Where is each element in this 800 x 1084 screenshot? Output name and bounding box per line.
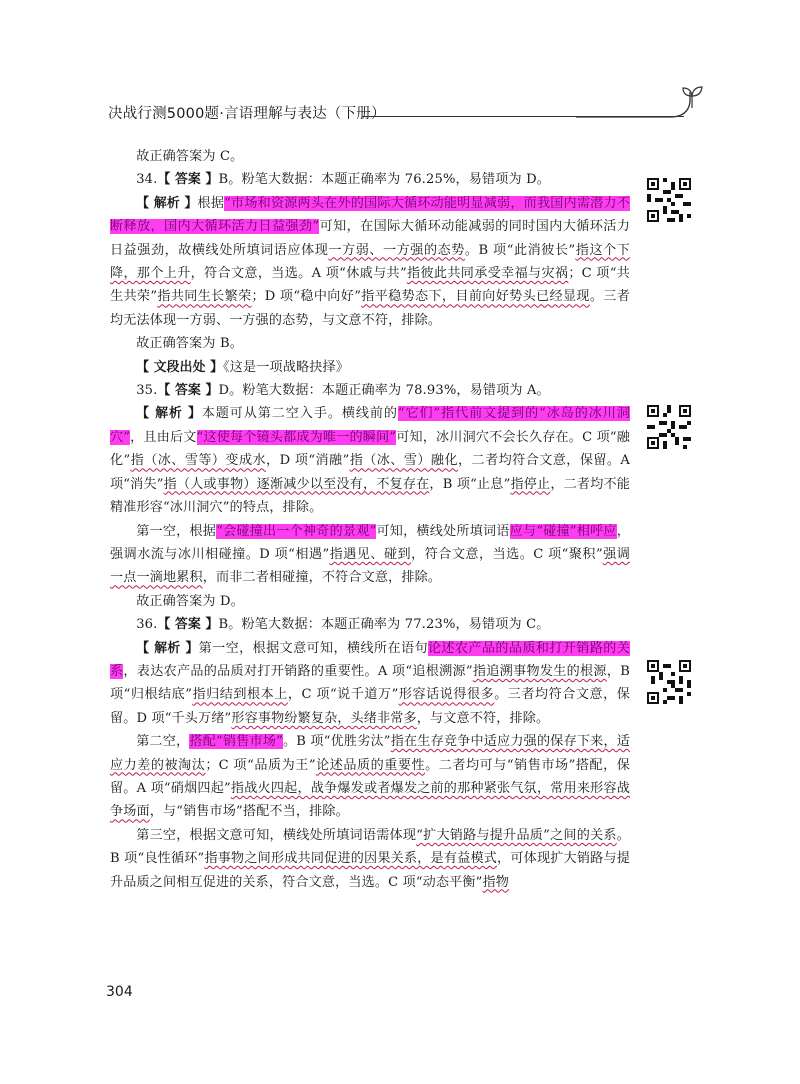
underline-q35-1: 指（冰、雪等）变成水 xyxy=(130,453,267,469)
q34-conclusion: 故正确答案为 B。 xyxy=(136,336,243,352)
q36-paragraph-3 xyxy=(110,824,630,894)
text: 本题可从第二空入手。横线前的 xyxy=(201,406,398,422)
text: ，强调水流与冰川相碰撞。D 项“相遇” xyxy=(110,523,630,562)
text: ，C 项“说千道万” xyxy=(287,687,399,703)
text: ，表达农产品的品质对打开销路的重要性。A 项“追根溯源” xyxy=(123,663,473,679)
highlight-q35-2: “这使每个镜头都成为唯一的瞬间” xyxy=(196,429,397,445)
text: 。三者均符合文意，保留。D 项“千头万绪” xyxy=(110,687,630,726)
q36-answer-text: B。粉笔大数据：本题正确率为 77.23%，易错项为 C。 xyxy=(218,617,550,633)
text: ，而非二者相碰撞，不符合文意，排除。 xyxy=(202,570,442,586)
underline-q34-2: 指这个下降，那个上升 xyxy=(110,242,630,282)
q36-answer-tag: 【 答案 】 xyxy=(157,617,219,633)
text: 。B 项“优胜劣汰” xyxy=(282,734,391,750)
text: ；D 项“稳中向好” xyxy=(251,289,362,305)
underline-q34-5: 指平稳势态下，目前向好势头已经显现 xyxy=(361,289,590,305)
q34-source-line xyxy=(110,356,630,379)
q34-source-tag: 【 文段出处 】 xyxy=(136,359,224,375)
text: ，二者均不能精准形容“冰川洞穴”的特点，排除。 xyxy=(110,476,631,516)
underline-q36-2: 指归结到根本上 xyxy=(192,687,288,703)
q36-answer-line xyxy=(110,613,630,636)
highlight-q35-4: 应与“碰撞”相呼应 xyxy=(509,523,617,539)
q34-answer-line xyxy=(110,168,630,191)
q36-number: 36. xyxy=(136,617,158,633)
q34-source-text: 《这是一项战略抉择》 xyxy=(223,359,349,375)
underline-q35-3: 指（人或事物）逐渐减少以至没有，不复存在 xyxy=(163,476,430,492)
underline-q36-9: 指事物之间形成共同促进的因果关系，是有益模式 xyxy=(204,851,498,867)
text: ，B 项“止息” xyxy=(429,476,511,492)
answer-explanations xyxy=(110,145,630,894)
highlight-q36-1: 论述农产品的品质和打开销路的关系 xyxy=(110,640,630,679)
text: ，可体现扩大销路与提升品质之间相互促进的关系，符合文意，当选。C 项“动态平衡” xyxy=(110,851,630,890)
underline-q35-5: 指遇见、碰到 xyxy=(329,546,412,562)
underline-q34-3: 指彼此共同承受幸福与灾祸 xyxy=(406,266,569,282)
underline-q36-5: 指在生存竞争中适应力强的保存下来，适应力差的被淘汰 xyxy=(110,734,631,773)
text: ，与文意不符，排除。 xyxy=(416,710,550,726)
sprout-icon xyxy=(680,84,710,110)
text: 。B 项“此消彼长” xyxy=(464,242,576,258)
q33-conclusion: 故正确答案为 C。 xyxy=(136,149,244,164)
q36-explanation xyxy=(110,637,630,731)
text: ，D 项“消融” xyxy=(266,453,350,469)
text: 第二空， xyxy=(136,734,190,750)
underline-q35-2: 指（冰、雪）融化 xyxy=(349,453,458,469)
underline-q35-6: 强调一点一滴地累积 xyxy=(110,546,630,586)
text: 。B 项“良性循环” xyxy=(110,827,630,867)
text: 。三者均无法体现一方弱、一方强的态势，与文意不符，排除。 xyxy=(110,289,630,328)
qr-code-icon-q34[interactable] xyxy=(647,178,691,222)
page-number: 304 xyxy=(106,984,133,1000)
q35-answer-line xyxy=(110,379,630,402)
text: ；C 项“品质为王” xyxy=(205,757,316,773)
q34-explain-tag: 【 解析 】 xyxy=(136,195,198,211)
underline-q36-8: “扩大销路与提升品质”之间的关系 xyxy=(416,827,617,843)
text: ，符合文意，当选。A 项“休戚与共” xyxy=(190,266,407,282)
text: ，与“销售市场”搭配不当，排除。 xyxy=(149,804,349,820)
underline-q36-3: 形容话说得很多 xyxy=(398,687,495,703)
text: ，二者均符合文意，保留。A 项“消失” xyxy=(110,453,631,492)
text: 可知，冰川洞穴不会长久存在。C 项“融化” xyxy=(110,429,630,469)
highlight-q36-2: 搭配“销售市场” xyxy=(189,734,283,750)
qr-code-icon-q35[interactable] xyxy=(647,405,691,449)
underline-q36-1: 指追溯事物发生的根源 xyxy=(472,663,607,679)
q35-conclusion: 故正确答案为 D。 xyxy=(136,593,244,609)
text: 第三空，根据文意可知，横线处所填词语需体现 xyxy=(136,827,417,843)
text: 根据 xyxy=(197,195,225,211)
text: ；C 项“共生共荣” xyxy=(110,266,630,305)
q35-answer-tag: 【 答案 】 xyxy=(157,383,219,399)
q34-number: 34. xyxy=(136,172,158,188)
q34-answer-text: B。粉笔大数据：本题正确率为 76.25%，易错项为 D。 xyxy=(218,172,550,188)
text: ，B 项“归根结底” xyxy=(110,663,630,703)
header-decoration-curve xyxy=(560,82,700,132)
highlight-q34-context: “市场和资源两头在外的国际大循环动能明显减弱，而我国内需潜力不断释放，国内大循环活力日益强劲” xyxy=(110,195,630,235)
underline-q36-4: 形容事物纷繁复杂，头绪非常多 xyxy=(231,710,417,726)
q34-explanation xyxy=(110,192,630,332)
text: 第一空，根据文意可知，横线所在语句 xyxy=(198,640,428,656)
underline-q36-6: 论述品质的重要性 xyxy=(315,757,426,773)
text: ，符合文意，当选。C 项“聚积” xyxy=(411,546,603,562)
text: 。二者均可与“销售市场”搭配，保留。A 项“硝烟四起” xyxy=(110,757,630,796)
text: ，且由后文 xyxy=(130,429,197,445)
underline-q36-7: 指战火四起，战争爆发或者爆发之前的那种紧张气氛，常用来形容战争场面 xyxy=(110,780,631,820)
highlight-q35-1: “它们”指代前文提到的“冰岛的冰川洞穴” xyxy=(110,406,631,445)
book-title: 决战行测5000题·言语理解与表达（下册） xyxy=(108,106,386,122)
text: 可知，在国际大循环动能减弱的同时国内大循环活力日益强劲，故横线处所填词语应体现 xyxy=(110,219,630,258)
q36-paragraph-2 xyxy=(110,730,630,824)
q35-paragraph-2 xyxy=(110,520,630,590)
underline-q34-4: 指共同生长繁荣 xyxy=(157,289,252,305)
q35-number: 35. xyxy=(136,383,158,399)
q34-answer-tag: 【 答案 】 xyxy=(157,172,219,188)
qr-code-icon-q36[interactable] xyxy=(647,660,691,704)
underline-q36-10: 指物 xyxy=(482,874,510,890)
q36-explain-tag: 【 解析 】 xyxy=(136,640,199,656)
underline-q35-4: 指停止 xyxy=(510,476,551,492)
q35-answer-text: D。粉笔大数据：本题正确率为 78.93%，易错项为 A。 xyxy=(218,383,550,399)
q35-explain-tag: 【 解析 】 xyxy=(136,406,202,422)
text: 第一空，根据 xyxy=(136,523,217,539)
underline-q34-1: 一方弱、一方强的态势 xyxy=(328,242,465,258)
highlight-q35-3: “会碰撞出一个神奇的景观” xyxy=(216,523,377,539)
text: 可知，横线处所填词语 xyxy=(376,523,510,539)
q35-explanation xyxy=(110,402,630,519)
